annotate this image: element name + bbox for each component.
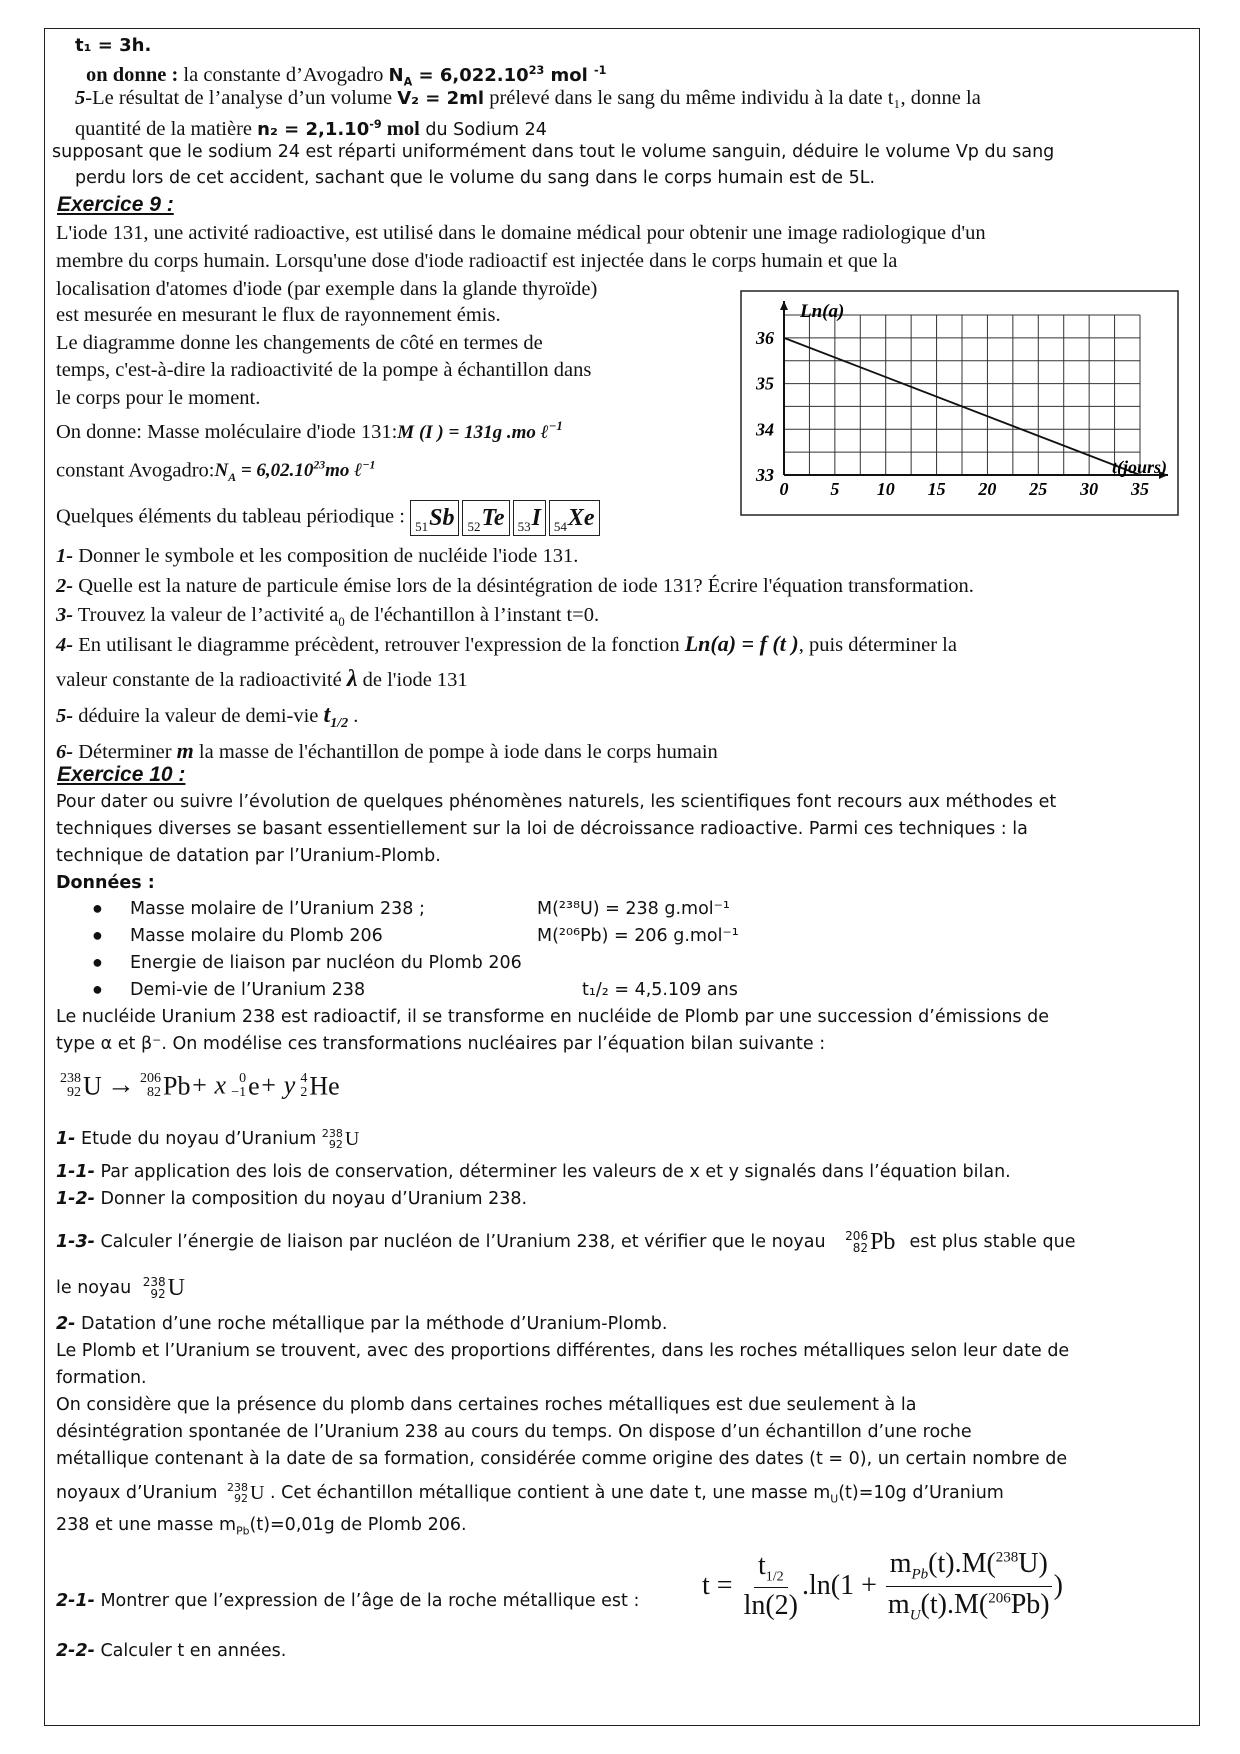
ex9-p2: membre du corps humain. Lorsqu'une dose d'iode radioactif est injectée dans le corps humain et que la <box>56 250 898 272</box>
bullet-3: ● <box>92 952 103 972</box>
ex9-avogadro-line: constant $Avogadro:N_A = 6,02.10^{23}mo$ ℓ$^{-1}$ <box>56 459 376 485</box>
ex10-q12: 1-2- Donner la composition du noyau d’Uranium 238. <box>56 1189 528 1209</box>
ex10-p1: Le Plomb et l’Uranium se trouvent, avec des proportions différentes, dans les roches métalliques selon leur date de <box>56 1341 1070 1361</box>
x-tick-label: 15 <box>927 479 946 499</box>
element-cell-xe: $_{54}$Xe <box>549 500 600 536</box>
ex10-q13: 1-3- Calculer l’énergie de liaison par nucléon de l’Uranium 238, et vérifier que le noyau 206 82 Pb est plus stable que <box>56 1229 1076 1255</box>
nuclide-helium: 4 2 He <box>300 1070 340 1100</box>
avogadro-line: on donne : la constante d’Avogadro $N_A = 6,022.10^{23}$ mol $^{-1}$ <box>86 64 607 89</box>
age-formula: t = $\frac{t_{1/2}}{\ln(2)}$ .ln(1 + $\frac{m_{Pb}(t).M(^{238}U)}{m_U(t).M(^{206}Pb)}$ ) <box>702 1548 1063 1624</box>
q5-line3: supposant que le sodium 24 est réparti uniformément dans tout le volume sanguin, déduire le volume Vp du sang <box>52 142 1055 162</box>
ex10-intro3: technique de datation par l’Uranium-Plomb. <box>56 846 441 866</box>
nuclide-u238: 238 92 U <box>60 1070 102 1100</box>
ex10-p4: désintégration spontanée de l’Uranium 238 au cours du temps. On dispose d’un échantillon d’une roche <box>56 1422 972 1442</box>
ex10-p2: formation. <box>56 1368 147 1388</box>
data-item-2-label: Masse molaire du Plomb 206 <box>130 926 383 946</box>
t1-line: t₁ = 3h. <box>75 35 152 56</box>
x-tick-label: 30 <box>1080 479 1099 499</box>
ex9-q1: 1- Donner le symbole et les composition de nucléide l'iode 131. <box>56 545 579 567</box>
ex10-donnees: Données : <box>56 873 155 893</box>
ex9-p1: L'iode 131, une activité radioactive, est utilisé dans le domaine médical pour obtenir une image radiologique d'un <box>56 222 986 244</box>
y-tick-label: 34 <box>756 419 774 440</box>
ex9-p6: temps, c'est-à-dire la radioactivité de la pompe à échantillon dans <box>56 359 592 381</box>
ex10-p6: noyaux d’Uranium 238 92 U . Cet échantillon métallique contient à une date t, une masse $m_U(t)=10g$ d’Uranium <box>56 1481 1004 1506</box>
decay-equation: 238 92 U → 206 82 Pb+ x 0 −1 e+ y 4 2 He <box>60 1064 340 1106</box>
element-cell-sb: $_{51}$Sb <box>410 500 459 536</box>
ln-activity-chart <box>740 290 1180 518</box>
ex10-intro2: techniques diverses se basant essentiellement sur la loi de décroissance radioactive. Parmi ces techniques : la <box>56 819 1028 839</box>
ex10-q21: 2-1- Montrer que l’expression de l’âge de la roche métallique est : <box>56 1591 640 1611</box>
q5-line2: quantité de la matière $n_2 = 2,1.10^{-9}$ mol du Sodium 24 <box>75 118 547 140</box>
ex9-q3: 3- Trouvez la valeur de l’activité $a_0$ de l'échantillon à l’instant t=0. <box>56 604 600 630</box>
x-tick-label: 25 <box>1029 479 1048 499</box>
ex9-q4-line2: valeur constante de la radioactivité λ de l'iode 131 <box>56 666 468 692</box>
element-cell-te: $_{52}$Te <box>462 500 509 536</box>
exercise-10-title: Exercice 10 : <box>57 763 186 786</box>
data-item-4-value: t₁/₂ = 4,5.109 ans <box>582 980 738 1000</box>
chart-frame <box>741 291 1178 515</box>
ex9-q6: 6- Déterminer m la masse de l'échantillon de pompe à iode dans le corps humain <box>56 738 718 763</box>
y-tick-label: 36 <box>756 327 774 348</box>
ex9-mass-line: On donne: Masse moléculaire d'iode 131:M (I ) = 131g .mo ℓ$^{-1}$ <box>56 419 563 443</box>
ex10-q11: 1-1- Par application des lois de conservation, déterminer les valeurs de x et y signalés dans l’équation bilan. <box>56 1162 1011 1182</box>
ex9-p7: le corps pour le moment. <box>56 387 261 409</box>
y-tick-label: 35 <box>756 373 774 394</box>
bullet-1: ● <box>92 898 103 918</box>
x-tick-label: 0 <box>779 479 789 499</box>
data-item-3-label: Energie de liaison par nucléon du Plomb 206 <box>130 953 522 973</box>
ex9-periodic-line: Quelques éléments du tableau périodique : $_{51}$Sb $_{52}$Te $_{53}$I $_{54}$Xe <box>56 500 600 536</box>
q5-line4: perdu lors de cet accident, sachant que le volume du sang dans le corps humain est de 5L. <box>75 168 876 188</box>
ex10-decay1: Le nucléide Uranium 238 est radioactif, il se transforme en nucléide de Plomb par une succession d’émissions de <box>56 1007 1049 1027</box>
x-tick-label: 10 <box>876 479 895 499</box>
ex10-s2: 2- Datation d’une roche métallique par la méthode d’Uranium-Plomb. <box>56 1314 668 1334</box>
ex10-q22: 2-2- Calculer t en années. <box>56 1641 287 1661</box>
data-item-1-label: Masse molaire de l’Uranium 238 ; <box>130 899 425 919</box>
data-item-2-value: M(²⁰⁶Pb) = 206 g.mol⁻¹ <box>537 926 739 946</box>
ex9-q2: 2- Quelle est la nature de particule émise lors de la désintégration de iode 131? Écrire l'équation transformation. <box>56 575 974 597</box>
ex9-q5: 5- déduire la valeur de demi-vie $t_{1/2}$ . <box>56 702 359 732</box>
x-tick-label: 5 <box>830 479 840 499</box>
y-tick-label: 33 <box>756 465 774 485</box>
x-tick-label: 20 <box>978 479 997 499</box>
chart-xlabel: t(jours) <box>1112 457 1168 477</box>
ex10-decay2: type α et β⁻. On modélise ces transformations nucléaires par l’équation bilan suivante : <box>56 1034 826 1054</box>
bullet-4: ● <box>92 979 103 999</box>
ex10-q13-line2: le noyau 238 92 U <box>56 1275 185 1301</box>
ex9-p4: est mesurée en mesurant le flux de rayonnement émis. <box>56 304 501 326</box>
data-item-4-label: Demi-vie de l’Uranium 238 <box>130 980 366 1000</box>
q5-line1: 5-Le résultat de l’analyse d’un volume V₂ = 2ml prélevé dans le sang du même individu à la date t₁, donne la <box>75 87 981 109</box>
ex10-intro1: Pour dater ou suivre l’évolution de quelques phénomènes naturels, les scientifiques font recours aux méthodes et <box>56 792 1057 812</box>
ex9-q4: 4- En utilisant le diagramme précèdent, retrouver l'expression de la fonction Ln(a) = f (t ), puis déterminer la <box>56 631 957 656</box>
exercise-9-title: Exercice 9 : <box>57 193 174 216</box>
nuclide-pb206: 206 82 Pb <box>140 1070 191 1100</box>
bullet-2: ● <box>92 925 103 945</box>
ex10-s1: 1- Etude du noyau d’Uranium 238 92 U <box>56 1127 360 1151</box>
periodic-table-cells <box>410 500 599 536</box>
nuclide-electron: 0 −1 e <box>231 1070 260 1100</box>
ex10-p7: 238 et une masse $m_{Pb}(t)=0,01g$ de Plomb 206. <box>56 1515 467 1538</box>
ex9-p5: Le diagramme donne les changements de côté en termes de <box>56 332 543 354</box>
data-item-1-value: M(²³⁸U) = 238 g.mol⁻¹ <box>537 899 730 919</box>
ex9-p3: localisation d'atomes d'iode (par exemple dans la glande thyroïde) <box>56 278 598 300</box>
element-cell-i: $_{53}$I <box>513 500 546 536</box>
chart-ylabel: Ln(a) <box>800 301 845 322</box>
ex10-p5: métallique contenant à la date de sa formation, considérée comme origine des dates (t = 0), un certain nombre de <box>56 1449 1068 1469</box>
x-tick-label: 35 <box>1131 479 1149 499</box>
ex10-p3: On considère que la présence du plomb dans certaines roches métalliques est due seulement à la <box>56 1395 917 1415</box>
